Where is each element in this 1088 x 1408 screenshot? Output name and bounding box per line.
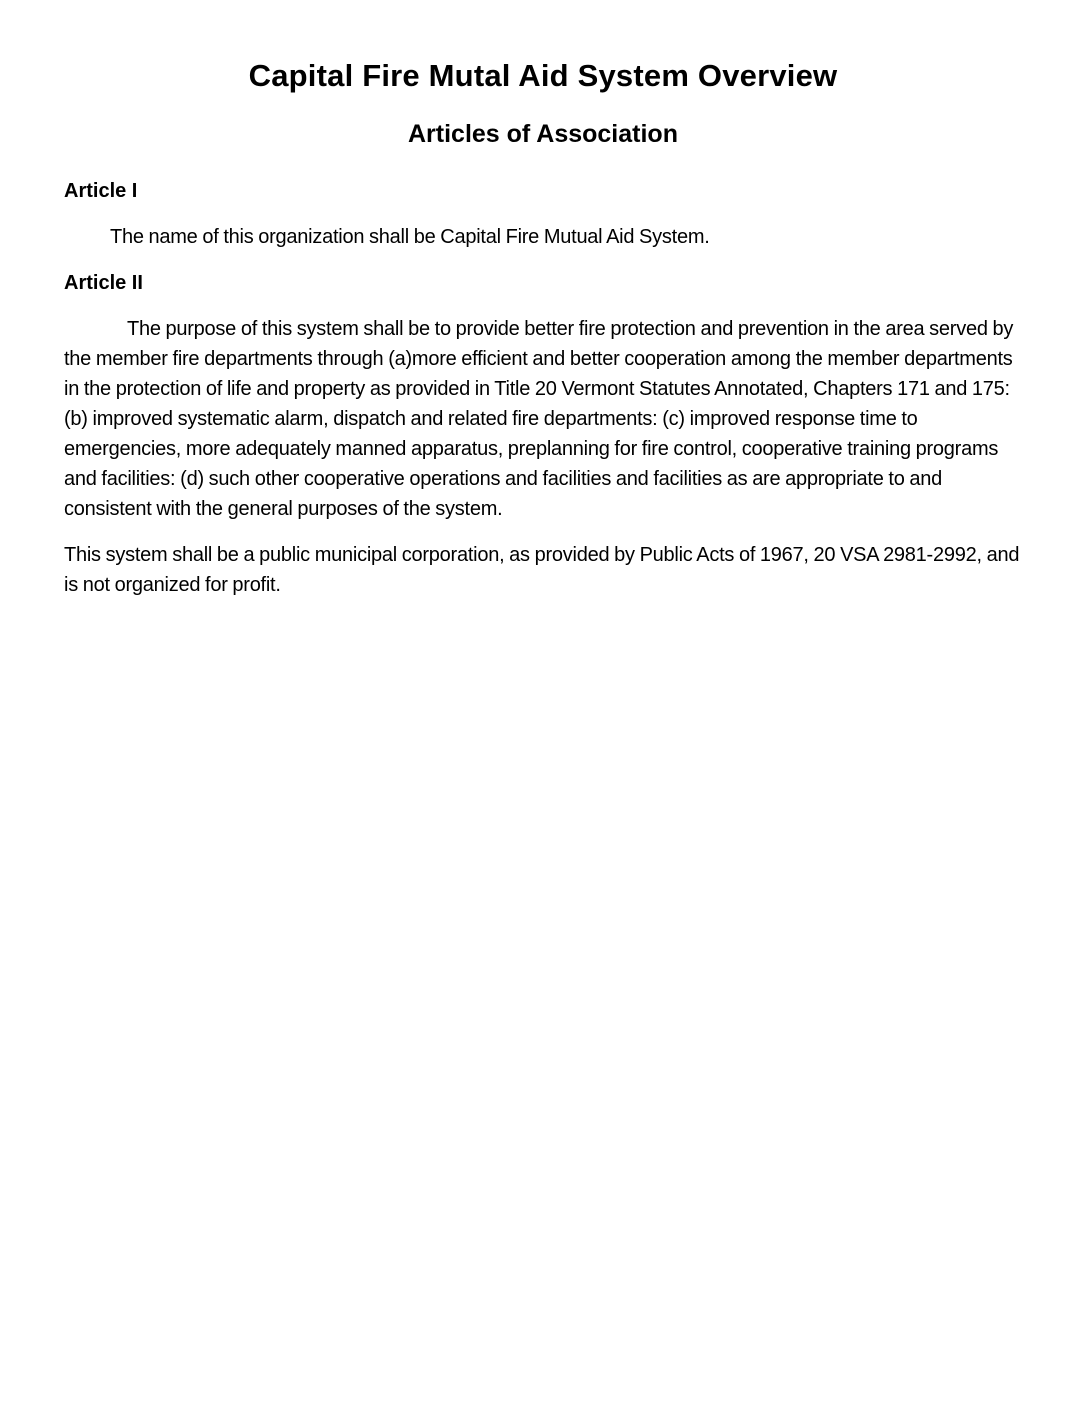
document-subtitle: Articles of Association bbox=[408, 120, 678, 148]
article-2-heading: Article II bbox=[64, 272, 143, 294]
article-1-heading: Article I bbox=[64, 180, 138, 202]
article-1-paragraph-1: The name of this organization shall be Capital Fire Mutual Aid System. bbox=[110, 226, 710, 248]
article-2 bbox=[64, 268, 1022, 600]
article-2-paragraph-1: The purpose of this system shall be to provide better fire protection and prevention in the area served by the member fire departments through (a)more efficient and better cooperation among the member departments in the protection of life and property as provided in Title 20 Vermont Statutes Annotated, Chapters 171 and 175: (b) improved systematic alarm, dispatch and related fire departments: (c) improved response time to emergencies, more adequately manned apparatus, preplanning for fire control, cooperative training programs and facilities: (d) such other cooperative operations and facilities and facilities as are appropriate to and consistent with the general purposes of the system. bbox=[64, 318, 1014, 520]
article-1 bbox=[64, 176, 1022, 252]
document-title: Capital Fire Mutal Aid System Overview bbox=[248, 58, 838, 93]
article-2-paragraph-2: This system shall be a public municipal corporation, as provided by Public Acts of 1967, 20 VSA 2981-2992, and is not organized for profit. bbox=[64, 544, 1020, 596]
